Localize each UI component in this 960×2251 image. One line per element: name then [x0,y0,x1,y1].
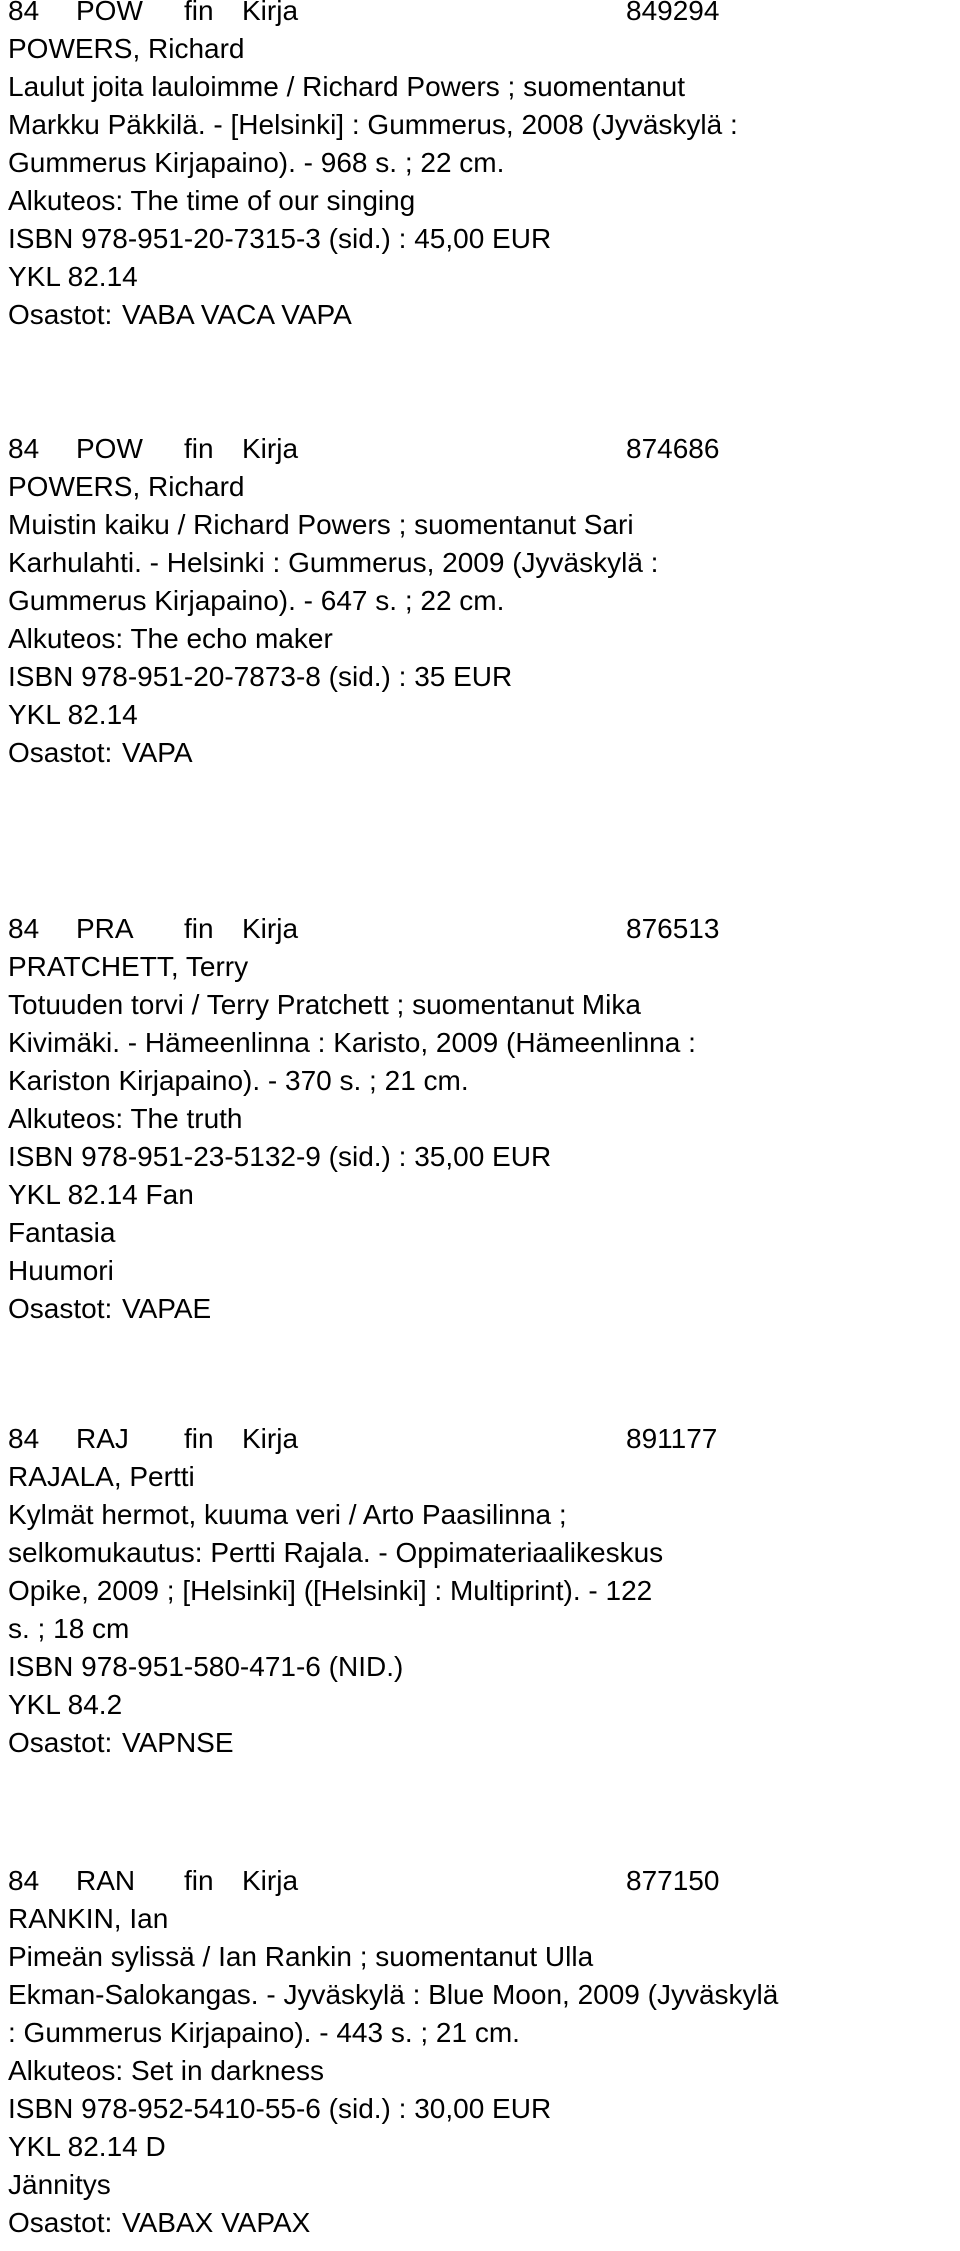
entry-line: ISBN 978-952-5410-55-6 (sid.) : 30,00 EUR [8,2093,552,2124]
entry-departments [8,734,953,772]
entry-line: selkomukautus: Pertti Rajala. - Oppimateriaalikeskus [8,1537,664,1568]
catalog-entry [8,1862,953,2242]
entry-line: YKL 82.14 [8,699,138,730]
entry-author: POWERS, Richard [8,33,245,64]
entry-author: PRATCHETT, Terry [8,951,249,982]
shelf-code: PRA [76,913,134,944]
entry-header [8,1862,953,1900]
class-number: 84 [8,1423,40,1454]
departments-value: VABA VACA VAPA [122,299,352,330]
entry-line: Alkuteos: The echo maker [8,623,333,654]
class-number: 84 [8,0,40,26]
entry-line: YKL 82.14 D [8,2131,166,2162]
shelf-code: RAN [76,1865,136,1896]
entry-header [8,0,953,30]
departments-value: VAPAE [122,1293,212,1324]
entry-line: Muistin kaiku / Richard Powers ; suomentanut Sari [8,509,634,540]
catalog-entry [8,1420,953,1762]
record-number: 891177 [626,1423,718,1454]
language-code: fin [184,433,214,464]
departments-value: VABAX VAPAX [122,2207,311,2238]
entry-line: : Gummerus Kirjapaino). - 443 s. ; 21 cm. [8,2017,520,2048]
catalog-entry [8,430,953,772]
catalog-entry [8,910,953,1328]
entry-line: ISBN 978-951-23-5132-9 (sid.) : 35,00 EUR [8,1141,552,1172]
language-code: fin [184,1865,214,1896]
entry-line: Laulut joita lauloimme / Richard Powers ; suomentanut [8,71,686,102]
entry-line: YKL 82.14 Fan [8,1179,194,1210]
entry-line: YKL 84.2 [8,1689,123,1720]
shelf-code: RAJ [76,1423,129,1454]
departments-value: VAPNSE [122,1727,234,1758]
record-number: 874686 [626,433,720,464]
entry-line: YKL 82.14 [8,261,138,292]
departments-label: Osastot: [8,1293,113,1324]
entry-line: Ekman-Salokangas. - Jyväskylä : Blue Moon, 2009 (Jyväskylä [8,1979,779,2010]
entry-line: Kylmät hermot, kuuma veri / Arto Paasilinna ; [8,1499,567,1530]
material-type: Kirja [242,0,299,26]
entry-line: Totuuden torvi / Terry Pratchett ; suomentanut Mika [8,989,641,1020]
language-code: fin [184,0,214,26]
entry-line: Huumori [8,1255,114,1286]
entry-line: Markku Päkkilä. - [Helsinki] : Gummerus, 2008 (Jyväskylä : [8,109,738,140]
class-number: 84 [8,433,40,464]
record-number: 877150 [626,1865,720,1896]
entry-departments [8,1290,953,1328]
shelf-code: POW [76,433,143,464]
material-type: Kirja [242,1423,299,1454]
class-number: 84 [8,1865,40,1896]
entry-author: RANKIN, Ian [8,1903,169,1934]
entry-line: Gummerus Kirjapaino). - 647 s. ; 22 cm. [8,585,505,616]
departments-label: Osastot: [8,737,113,768]
entry-line: Fantasia [8,1217,116,1248]
language-code: fin [184,913,214,944]
entry-line: Gummerus Kirjapaino). - 968 s. ; 22 cm. [8,147,505,178]
material-type: Kirja [242,913,299,944]
departments-value: VAPA [122,737,193,768]
entry-departments [8,296,953,334]
entry-line: Pimeän sylissä / Ian Rankin ; suomentanut Ulla [8,1941,594,1972]
departments-label: Osastot: [8,1727,113,1758]
entry-departments [8,1724,953,1762]
entry-author: RAJALA, Pertti [8,1461,195,1492]
material-type: Kirja [242,1865,299,1896]
catalog-entry [8,0,953,334]
class-number: 84 [8,913,40,944]
record-number: 849294 [626,0,720,26]
entry-line: ISBN 978-951-20-7315-3 (sid.) : 45,00 EUR [8,223,552,254]
departments-label: Osastot: [8,2207,113,2238]
entry-departments [8,2204,953,2242]
material-type: Kirja [242,433,299,464]
shelf-code: POW [76,0,143,26]
entry-line: Alkuteos: The truth [8,1103,243,1134]
entry-line: ISBN 978-951-20-7873-8 (sid.) : 35 EUR [8,661,513,692]
departments-label: Osastot: [8,299,113,330]
entry-line: Opike, 2009 ; [Helsinki] ([Helsinki] : Multiprint). - 122 [8,1575,653,1606]
entry-line: s. ; 18 cm [8,1613,130,1644]
entry-line: Alkuteos: Set in darkness [8,2055,324,2086]
entry-line: Jännitys [8,2169,111,2200]
entry-line: ISBN 978-951-580-471-6 (NID.) [8,1651,404,1682]
entry-header [8,1420,953,1458]
entry-line: Kivimäki. - Hämeenlinna : Karisto, 2009 (Hämeenlinna : [8,1027,696,1058]
entry-header [8,910,953,948]
language-code: fin [184,1423,214,1454]
entry-line: Alkuteos: The time of our singing [8,185,416,216]
entry-line: Karhulahti. - Helsinki : Gummerus, 2009 (Jyväskylä : [8,547,659,578]
entry-author: POWERS, Richard [8,471,245,502]
record-number: 876513 [626,913,720,944]
entry-line: Kariston Kirjapaino). - 370 s. ; 21 cm. [8,1065,469,1096]
entry-header [8,430,953,468]
